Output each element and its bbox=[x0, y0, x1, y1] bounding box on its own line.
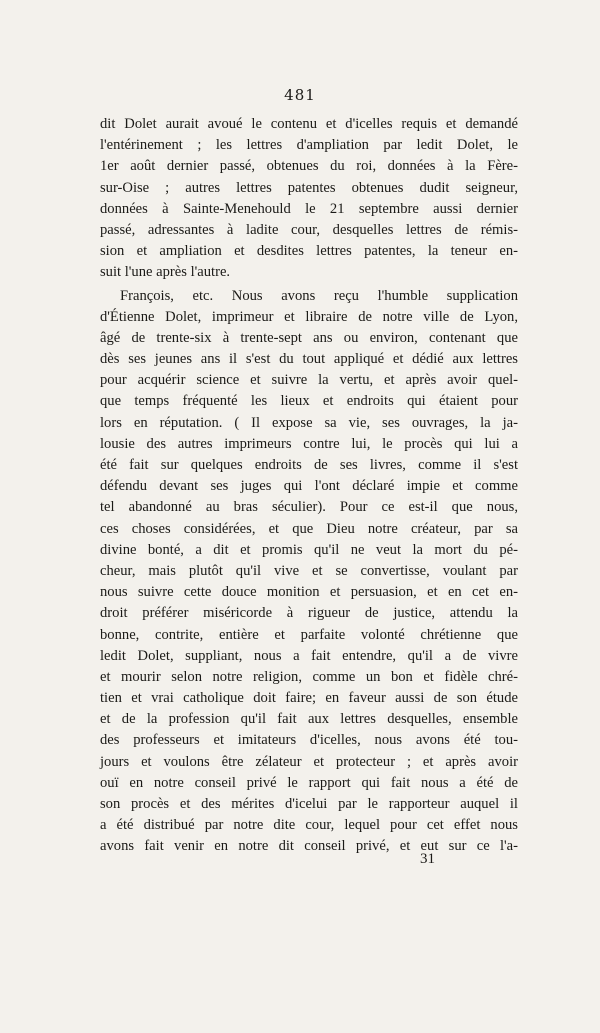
text-line: sur-Oise ; autres lettres patentes obtenues dudit seigneur, bbox=[100, 179, 518, 196]
text-line: lousie des autres imprimeurs contre lui, le procès qui lui a bbox=[100, 435, 518, 452]
text-line: bonne, contrite, entière et parfaite volonté chrétienne que bbox=[100, 626, 518, 643]
paragraph bbox=[100, 114, 518, 284]
text-line: ouï en notre conseil privé le rapport qui fait nous a été de bbox=[100, 774, 518, 791]
text-line: nous suivre cette douce monition et persuasion, et en cet en- bbox=[100, 584, 518, 601]
page-number: 481 bbox=[284, 86, 316, 104]
text-line: ledit Dolet, suppliant, nous a fait entendre, qu'il a de vivre bbox=[100, 647, 518, 664]
text-line: ces choses considérées, et que Dieu notre créateur, par sa bbox=[100, 520, 518, 537]
text-line: des professeurs et imitateurs d'icelles, nous avons été tou- bbox=[100, 732, 518, 749]
text-line: d'Étienne Dolet, imprimeur et libraire de notre ville de Lyon, bbox=[100, 308, 518, 325]
text-line: tien et vrai catholique doit faire; en faveur aussi de son étude bbox=[100, 690, 518, 707]
text-line: jours et voulons être zélateur et protecteur ; et après avoir bbox=[100, 753, 518, 770]
text-line: été fait sur quelques endroits de ses livres, comme il s'est bbox=[100, 457, 518, 473]
body-text bbox=[100, 114, 518, 858]
text-line: que temps fréquenté les lieux et endroits qui étaient pour bbox=[100, 393, 518, 410]
paragraph bbox=[100, 286, 518, 858]
text-line: sion et ampliation et desdites lettres patentes, la teneur en- bbox=[100, 243, 518, 260]
text-line: son procès et des mérites d'icelui par le rapporteur auquel il bbox=[100, 796, 518, 812]
text-line: tel abandonné au bras séculier). Pour ce est-il que nous, bbox=[100, 499, 518, 516]
text-line: 1er août dernier passé, obtenues du roi, données à la Fère- bbox=[100, 158, 518, 175]
text-line: données à Sainte-Menehould le 21 septembre aussi dernier bbox=[100, 200, 518, 217]
text-line: suit l'une après l'autre. bbox=[100, 264, 231, 281]
text-line: dès ses jeunes ans il s'est du tout appliqué et dédié aux lettres bbox=[100, 351, 518, 368]
text-line: défendu devant ses juges qui l'ont déclaré impie et comme bbox=[100, 478, 518, 495]
text-line: et de la profession qu'il fait aux lettres desquelles, ensemble bbox=[100, 711, 518, 728]
text-line: a été distribué par notre dite cour, lequel pour cet effet nous bbox=[100, 817, 518, 834]
text-line: lors en réputation. ( Il expose sa vie, ses ouvrages, la ja- bbox=[100, 414, 518, 431]
text-line: et mourir selon notre religion, comme un bon et fidèle chré- bbox=[100, 668, 518, 685]
text-line: pour acquérir science et suivre la vertu, et après avoir quel- bbox=[100, 372, 518, 389]
signature-mark: 31 bbox=[420, 851, 435, 867]
text-line: âgé de trente-six à trente-sept ans ou environ, contenant que bbox=[100, 329, 518, 346]
text-line: dit Dolet aurait avoué le contenu et d'icelles requis et demandé bbox=[100, 116, 518, 132]
text-line: divine bonté, a dit et promis qu'il ne veut la mort du pé- bbox=[100, 541, 518, 558]
text-line: droit préférer miséricorde à rigueur de justice, attendu la bbox=[100, 605, 518, 622]
text-line: avons fait venir en notre dit conseil privé, et eut sur ce l'a- bbox=[100, 838, 518, 855]
text-line: l'entérinement ; les lettres d'ampliation par ledit Dolet, le bbox=[100, 137, 518, 154]
text-line: François, etc. Nous avons reçu l'humble supplication bbox=[120, 287, 518, 304]
text-line: passé, adressantes à ladite cour, desquelles lettres de rémis- bbox=[100, 221, 518, 238]
text-line: cheur, mais plutôt qu'il vive et se convertisse, voulant par bbox=[100, 562, 518, 579]
